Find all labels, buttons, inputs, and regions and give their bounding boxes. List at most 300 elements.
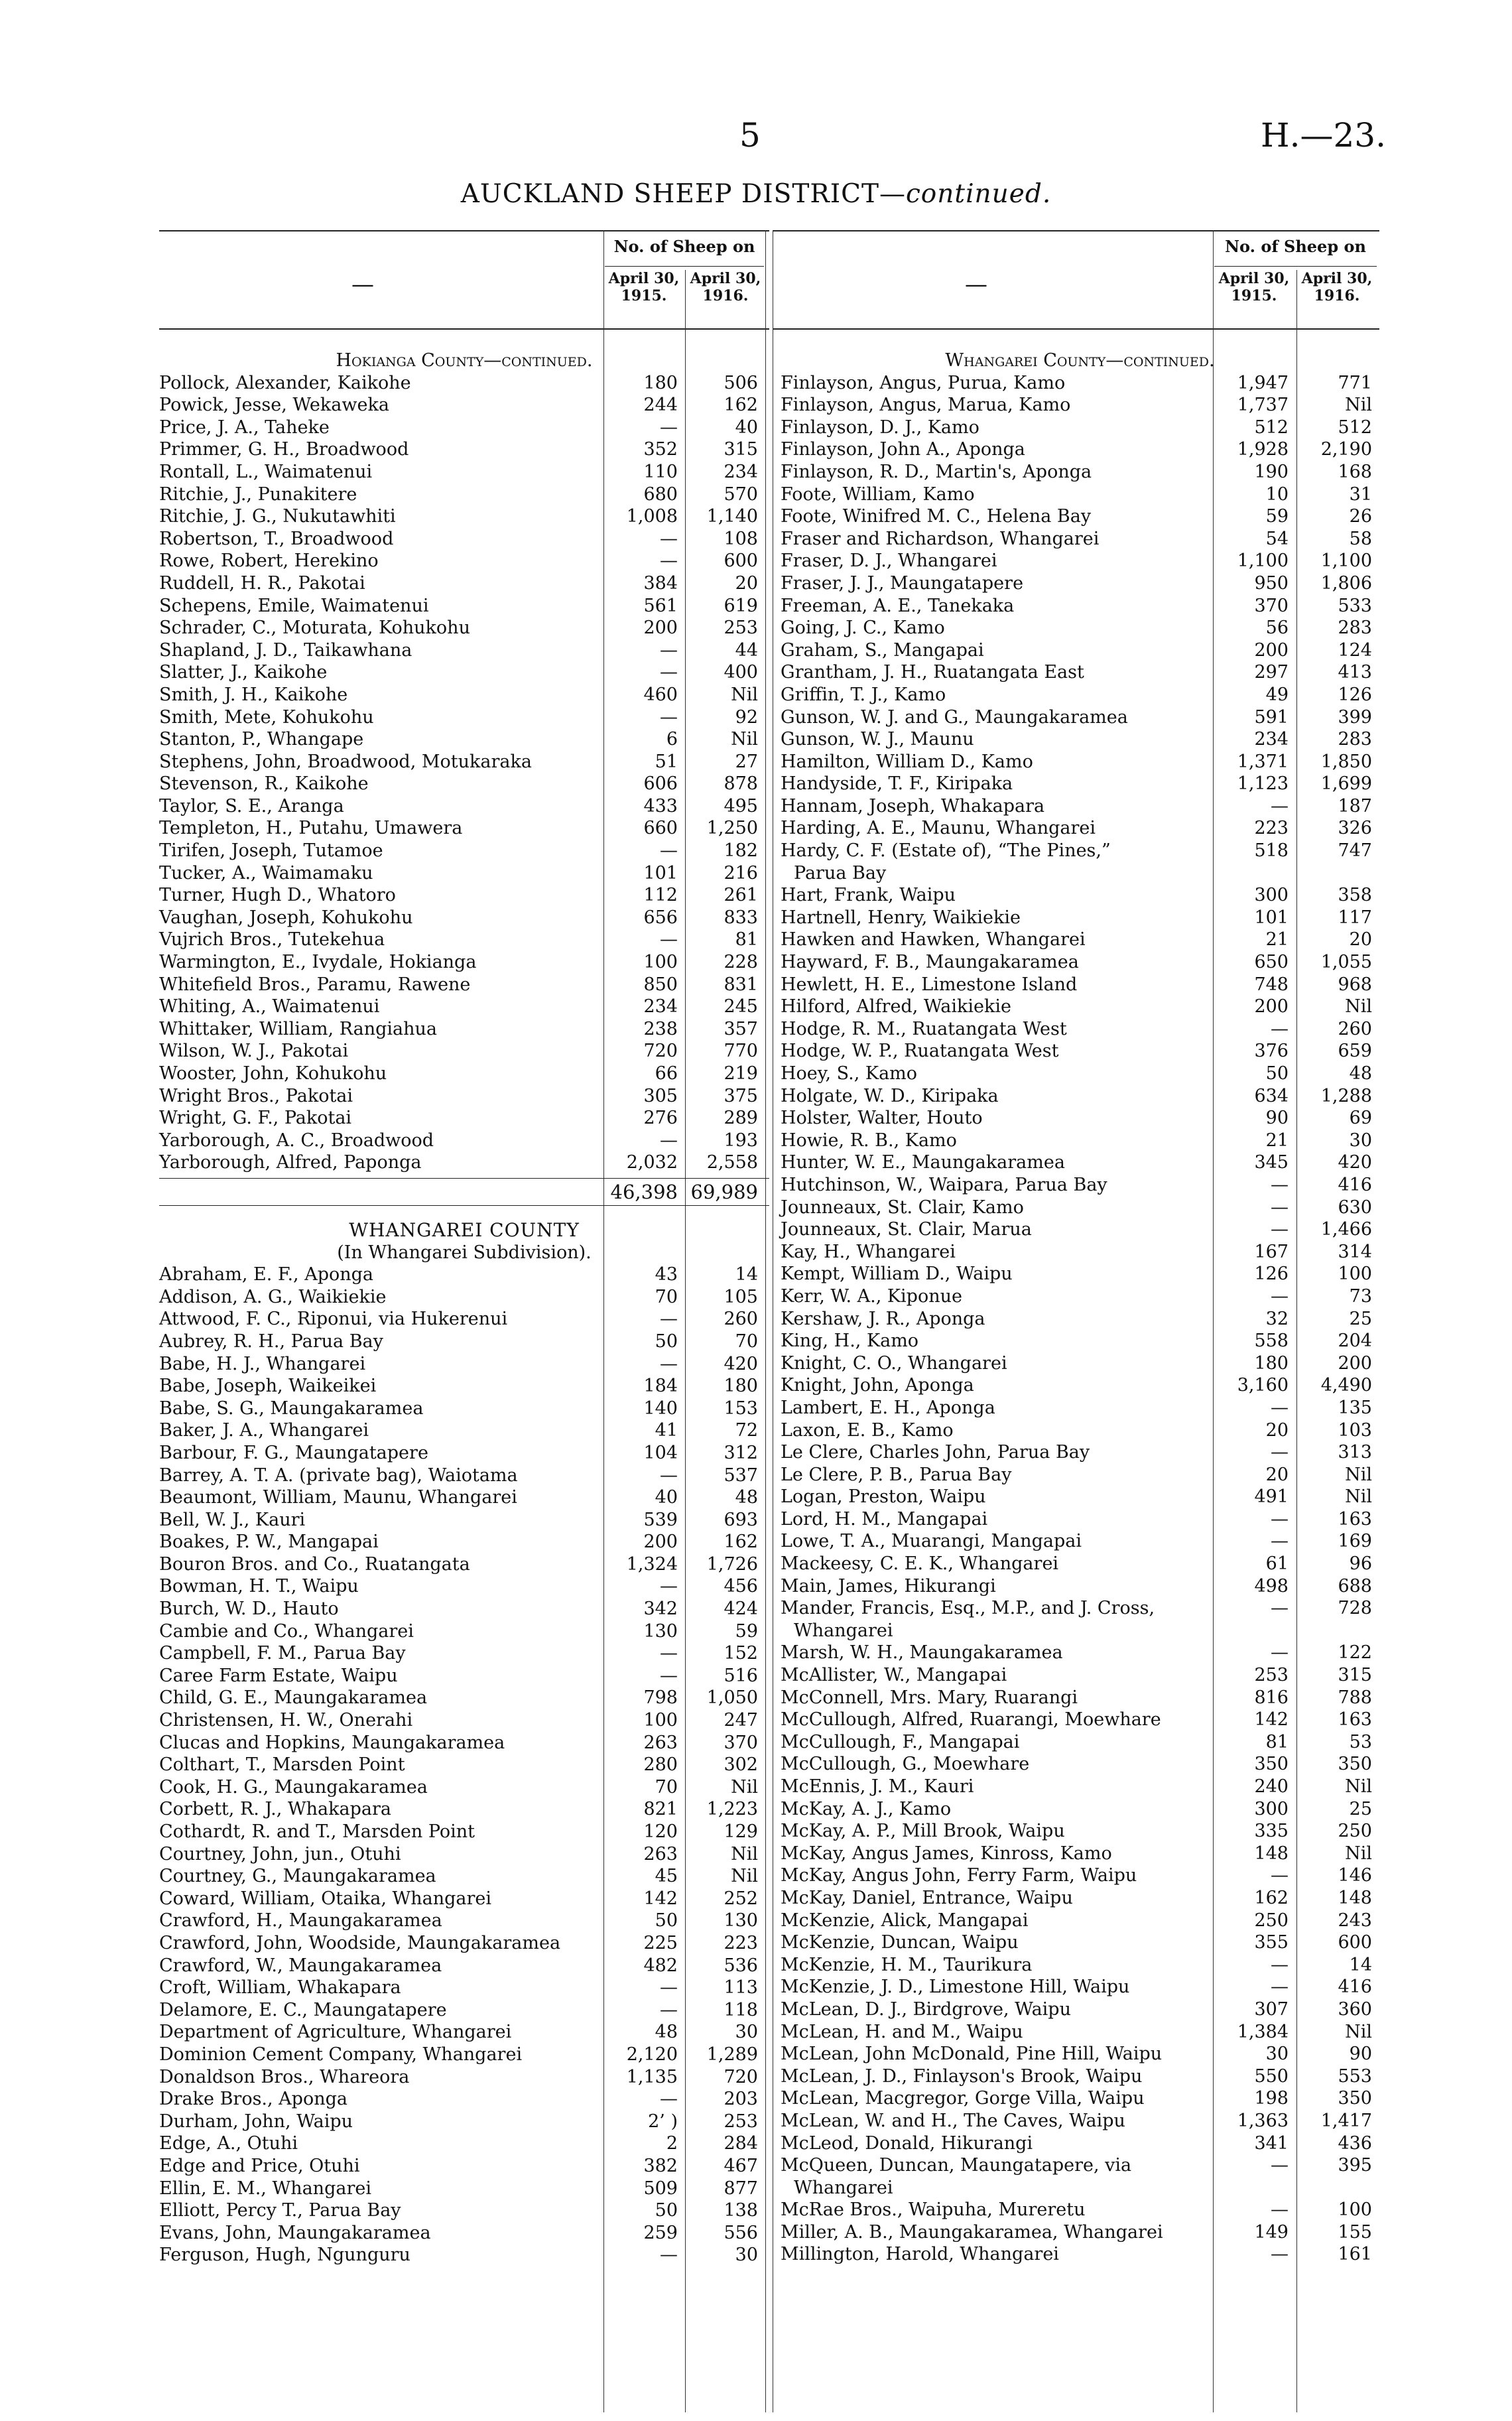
sheep-1915: 142 bbox=[643, 1888, 678, 1909]
owner-name: Jounneaux, St. Clair, Kamo bbox=[781, 1197, 1024, 1218]
sheep-1915: 41 bbox=[655, 1420, 678, 1441]
table-row bbox=[159, 1598, 769, 1620]
table-row bbox=[781, 1776, 1379, 1798]
table-row bbox=[159, 1419, 769, 1442]
sheep-1916: 25 bbox=[1349, 1308, 1372, 1329]
sheep-1916: 260 bbox=[1338, 1018, 1372, 1039]
sheep-1915: 100 bbox=[643, 952, 678, 973]
owner-name: Hartnell, Henry, Waikiekie bbox=[781, 907, 1021, 928]
table-row bbox=[781, 1820, 1379, 1843]
owner-name: Ritchie, J. G., Nukutawhiti bbox=[159, 506, 396, 527]
table-row bbox=[159, 974, 769, 996]
sheep-1915: 850 bbox=[643, 974, 678, 995]
sheep-1915: 148 bbox=[1254, 1843, 1289, 1864]
table-row bbox=[159, 639, 769, 662]
table-row bbox=[781, 1486, 1379, 1508]
owner-name: Turner, Hugh D., Whatoro bbox=[159, 885, 396, 906]
sheep-1915: — bbox=[1271, 1397, 1289, 1418]
owner-name: Fraser, J. J., Maungatapere bbox=[781, 572, 1024, 594]
owner-name: Hawken and Hawken, Whangarei bbox=[781, 929, 1086, 950]
sheep-1915: 51 bbox=[655, 751, 678, 772]
sheep-1916: 1,699 bbox=[1320, 773, 1372, 795]
table-row bbox=[159, 1888, 769, 1910]
owner-name: Boakes, P. W., Mangapai bbox=[159, 1532, 379, 1553]
table-row bbox=[781, 1085, 1379, 1108]
owner-name: Campbell, F. M., Parua Bay bbox=[159, 1643, 406, 1664]
table-row bbox=[781, 1976, 1379, 1998]
sheep-1915: — bbox=[660, 929, 678, 950]
sheep-1916: 70 bbox=[735, 1331, 758, 1352]
sheep-1916: 96 bbox=[1349, 1553, 1372, 1575]
sheep-1916: 117 bbox=[1338, 907, 1372, 928]
owner-name: Finlayson, John A., Aponga bbox=[781, 439, 1025, 460]
owner-name: Delamore, E. C., Maungatapere bbox=[159, 1999, 447, 2020]
sheep-1916: 1,806 bbox=[1320, 572, 1372, 594]
sheep-1916: 105 bbox=[724, 1286, 758, 1307]
sheep-1916: 152 bbox=[724, 1643, 758, 1664]
sheep-1916: 204 bbox=[1338, 1331, 1372, 1352]
owner-name: Bouron Bros. and Co., Ruatangata bbox=[159, 1553, 470, 1575]
table-row bbox=[781, 1352, 1379, 1375]
sheep-1916: 182 bbox=[724, 840, 758, 862]
owner-name: McCullough, Alfred, Ruarangi, Moewhare bbox=[781, 1709, 1161, 1731]
sheep-1916: 357 bbox=[724, 1018, 758, 1039]
table-row bbox=[781, 2110, 1379, 2132]
owner-name: McKay, Daniel, Entrance, Waipu bbox=[781, 1887, 1073, 1908]
sheep-1915: 198 bbox=[1254, 2088, 1289, 2109]
sheep-1916: 302 bbox=[724, 1754, 758, 1776]
sheep-1915: 650 bbox=[1254, 952, 1289, 973]
sheep-1915: — bbox=[1271, 1642, 1289, 1664]
table-row bbox=[159, 372, 769, 395]
right-april-1916-head: April 30, 1916. bbox=[1301, 270, 1373, 304]
table-row bbox=[159, 1709, 769, 1732]
sheep-1915: 225 bbox=[643, 1932, 678, 1953]
sheep-1916: 512 bbox=[1338, 417, 1372, 438]
table-row bbox=[781, 1330, 1379, 1352]
right-april-1915-head: April 30, 1915. bbox=[1218, 270, 1290, 304]
sheep-1916: 495 bbox=[724, 795, 758, 817]
sheep-1916: 260 bbox=[724, 1309, 758, 1330]
sheep-1915: — bbox=[1271, 1598, 1289, 1619]
owner-name: Donaldson Bros., Whareora bbox=[159, 2066, 410, 2087]
sheep-1915: 591 bbox=[1254, 706, 1289, 728]
table-row bbox=[781, 572, 1379, 595]
table-row bbox=[159, 2199, 769, 2222]
table-row bbox=[159, 1264, 769, 1286]
sheep-1916: 312 bbox=[724, 1442, 758, 1463]
sheep-1915: 1,100 bbox=[1237, 551, 1289, 572]
sheep-1916: 163 bbox=[1338, 1508, 1372, 1530]
sheep-1915: — bbox=[1271, 1285, 1289, 1307]
sheep-1915: 376 bbox=[1254, 1041, 1289, 1062]
owner-name: Fraser and Richardson, Whangarei bbox=[781, 528, 1100, 549]
sheep-1916: 216 bbox=[724, 862, 758, 883]
sheep-1916: 261 bbox=[724, 885, 758, 906]
sheep-1915: 341 bbox=[1254, 2132, 1289, 2154]
sheep-1916: 314 bbox=[1338, 1241, 1372, 1262]
right-head-rule bbox=[773, 328, 1379, 330]
sheep-1915: 748 bbox=[1254, 974, 1289, 995]
sheep-1915: — bbox=[1271, 1197, 1289, 1218]
owner-name: Mackeesy, C. E. K., Whangarei bbox=[781, 1553, 1059, 1575]
sheep-1915: 276 bbox=[643, 1108, 678, 1129]
table-row bbox=[159, 2111, 769, 2133]
sheep-1916: 350 bbox=[1338, 2088, 1372, 2109]
sheep-1915: 1,008 bbox=[626, 506, 678, 527]
owner-name: McKenzie, Duncan, Waipu bbox=[781, 1932, 1019, 1953]
sheep-1916: 1,055 bbox=[1320, 952, 1372, 973]
sheep-1915: 433 bbox=[643, 795, 678, 817]
table-row bbox=[781, 1843, 1379, 1865]
sheep-1916: 113 bbox=[724, 1977, 758, 1998]
table-row bbox=[159, 728, 769, 751]
owner-name: Hewlett, H. E., Limestone Island bbox=[781, 974, 1078, 995]
owner-name: Foote, William, Kamo bbox=[781, 484, 975, 505]
table-row bbox=[781, 2199, 1379, 2221]
sheep-1916: 315 bbox=[724, 439, 758, 460]
sheep-1916: 313 bbox=[1338, 1442, 1372, 1463]
table-row bbox=[159, 1553, 769, 1576]
sheep-1916: 360 bbox=[1338, 1998, 1372, 2020]
table-row bbox=[781, 1174, 1379, 1197]
owner-name: Freeman, A. E., Tanekaka bbox=[781, 595, 1015, 616]
table-row bbox=[781, 929, 1379, 951]
owner-name: Going, J. C., Kamo bbox=[781, 618, 945, 639]
owner-name: McLean, Macgregor, Gorge Villa, Waipu bbox=[781, 2088, 1145, 2109]
sheep-1915: 253 bbox=[1254, 1665, 1289, 1686]
sheep-1916: 283 bbox=[1338, 618, 1372, 639]
sheep-1916: 73 bbox=[1349, 1285, 1372, 1307]
owner-name: Smith, J. H., Kaikohe bbox=[159, 684, 348, 705]
sheep-1915: 6 bbox=[666, 729, 678, 750]
sheep-1915: — bbox=[1271, 1865, 1289, 1886]
table-row bbox=[159, 795, 769, 818]
table-row bbox=[159, 617, 769, 639]
owner-name: Crawford, H., Maungakaramea bbox=[159, 1910, 442, 1931]
table-row bbox=[159, 1642, 769, 1665]
table-row bbox=[159, 661, 769, 684]
sheep-1916: 556 bbox=[724, 2222, 758, 2243]
owner-name: Parua Bay bbox=[794, 862, 887, 883]
sheep-1916: 284 bbox=[724, 2133, 758, 2154]
sheep-1916: 456 bbox=[724, 1576, 758, 1597]
table-row bbox=[159, 2244, 769, 2266]
owner-name: Yarborough, A. C., Broadwood bbox=[159, 1130, 434, 1151]
sheep-1915: 816 bbox=[1254, 1687, 1289, 1708]
owner-name: Cothardt, R. and T., Marsden Point bbox=[159, 1821, 475, 1842]
sheep-1916: 252 bbox=[724, 1888, 758, 1909]
table-row bbox=[781, 372, 1379, 395]
sheep-1915: 342 bbox=[643, 1599, 678, 1620]
sheep-1915: 101 bbox=[1254, 907, 1289, 928]
table-row bbox=[781, 1731, 1379, 1754]
sheep-1915: 200 bbox=[1254, 996, 1289, 1017]
sheep-1915: 162 bbox=[1254, 1887, 1289, 1908]
owner-name: Finlayson, D. J., Kamo bbox=[781, 417, 979, 438]
owner-name: Barrey, A. T. A. (private bag), Waiotama bbox=[159, 1465, 518, 1486]
table-row bbox=[781, 1887, 1379, 1910]
sheep-1916: 2,558 bbox=[706, 1152, 758, 1173]
sheep-1915: 263 bbox=[643, 1732, 678, 1753]
owner-name: Wooster, John, Kohukohu bbox=[159, 1063, 387, 1084]
table-row bbox=[781, 684, 1379, 706]
table-row bbox=[781, 1419, 1379, 1442]
table-row bbox=[159, 1999, 769, 2022]
owner-name: Kerr, W. A., Kiponue bbox=[781, 1285, 962, 1307]
owner-name: Gunson, W. J. and G., Maungakaramea bbox=[781, 706, 1128, 728]
owner-name: McKenzie, Alick, Mangapai bbox=[781, 1910, 1029, 1931]
owner-name: Primmer, G. H., Broadwood bbox=[159, 439, 409, 460]
sheep-1915: — bbox=[660, 1576, 678, 1597]
table-row bbox=[781, 1753, 1379, 1776]
table-row bbox=[159, 1398, 769, 1420]
owner-name: Lord, H. M., Mangapai bbox=[781, 1508, 988, 1530]
sheep-1915: 184 bbox=[643, 1376, 678, 1397]
owner-name: Attwood, F. C., Riponui, via Hukerenui bbox=[159, 1309, 508, 1330]
owner-name: Bell, W. J., Kauri bbox=[159, 1509, 306, 1530]
table-row bbox=[781, 1998, 1379, 2021]
owner-name: Knight, John, Aponga bbox=[781, 1375, 974, 1396]
sheep-1916: 424 bbox=[724, 1599, 758, 1620]
table-row bbox=[781, 795, 1379, 818]
owner-name: Department of Agriculture, Whangarei bbox=[159, 2022, 512, 2043]
owner-name: Tucker, A., Waimamaku bbox=[159, 862, 373, 883]
total-row bbox=[159, 1178, 769, 1206]
sheep-1916: 53 bbox=[1349, 1731, 1372, 1752]
sheep-1915: 180 bbox=[643, 372, 678, 393]
sheep-1916: 289 bbox=[724, 1108, 758, 1129]
table-row bbox=[781, 2221, 1379, 2244]
table-row bbox=[781, 1374, 1379, 1397]
owner-name: Ellin, E. M., Whangarei bbox=[159, 2178, 371, 2199]
sheep-1915: 110 bbox=[643, 461, 678, 482]
table-row bbox=[781, 1954, 1379, 1977]
sheep-1916: 416 bbox=[1338, 1977, 1372, 1998]
table-row bbox=[781, 1018, 1379, 1041]
owner-name: Ferguson, Hugh, Ngunguru bbox=[159, 2245, 410, 2266]
owner-name: McKay, Angus James, Kinross, Kamo bbox=[781, 1843, 1112, 1864]
owner-name: Stephens, John, Broadwood, Motukaraka bbox=[159, 751, 532, 772]
owner-name: McKay, A. J., Kamo bbox=[781, 1798, 952, 1819]
table-row bbox=[781, 2021, 1379, 2044]
owner-name: Cook, H. G., Maungakaramea bbox=[159, 1776, 428, 1798]
sheep-1915: 200 bbox=[643, 618, 678, 639]
sheep-1916: 1,850 bbox=[1320, 751, 1372, 772]
sheep-1916: 20 bbox=[735, 572, 758, 594]
sheep-1915: 190 bbox=[1254, 461, 1289, 482]
owner-name: Howie, R. B., Kamo bbox=[781, 1130, 957, 1151]
sheep-1916: 968 bbox=[1338, 974, 1372, 995]
owner-name: Hamilton, William D., Kamo bbox=[781, 751, 1033, 772]
sheep-1916: Nil bbox=[731, 1843, 758, 1865]
sheep-1916: 1,417 bbox=[1320, 2110, 1372, 2131]
sheep-1915: 634 bbox=[1254, 1085, 1289, 1106]
sheep-1916: 399 bbox=[1338, 706, 1372, 728]
table-row bbox=[159, 1798, 769, 1821]
sheep-1916: 747 bbox=[1338, 840, 1372, 862]
sheep-1916: 659 bbox=[1338, 1041, 1372, 1062]
sheep-1915: 491 bbox=[1254, 1486, 1289, 1508]
table-row bbox=[781, 1642, 1379, 1664]
sheep-1915: 720 bbox=[643, 1041, 678, 1062]
owner-name: McLean, W. and H., The Caves, Waipu bbox=[781, 2110, 1125, 2131]
owner-name: Elliott, Percy T., Parua Bay bbox=[159, 2200, 401, 2221]
table-row bbox=[159, 1486, 769, 1509]
sheep-1915: 950 bbox=[1254, 572, 1289, 594]
sheep-1915: 1,363 bbox=[1237, 2110, 1289, 2131]
sheep-1915: 382 bbox=[643, 2155, 678, 2176]
owner-name: Crawford, John, Woodside, Maungakaramea bbox=[159, 1932, 561, 1953]
owner-name: McLeod, Donald, Hikurangi bbox=[781, 2132, 1033, 2154]
owner-name: Stanton, P., Whangape bbox=[159, 729, 364, 750]
sheep-1915: — bbox=[1271, 1977, 1289, 1998]
table-row bbox=[159, 484, 769, 506]
sheep-1916: 1,289 bbox=[706, 2044, 758, 2065]
sheep-1915: 350 bbox=[1254, 1754, 1289, 1775]
sheep-1915: 460 bbox=[643, 684, 678, 705]
table-row bbox=[781, 1709, 1379, 1731]
sheep-1916: 58 bbox=[1349, 528, 1372, 549]
sheep-1916: Nil bbox=[731, 1866, 758, 1887]
owner-name: Wright Bros., Pakotai bbox=[159, 1085, 353, 1106]
sheep-1916: 26 bbox=[1349, 506, 1372, 527]
sheep-1915: 3,160 bbox=[1237, 1375, 1289, 1396]
sheep-1916: 619 bbox=[724, 595, 758, 616]
sheep-1915: — bbox=[1271, 795, 1289, 817]
sheep-1916: 536 bbox=[724, 1955, 758, 1976]
owner-name: McQueen, Duncan, Maungatapere, via bbox=[781, 2155, 1132, 2176]
sheep-1915: — bbox=[660, 1353, 678, 1374]
sheep-1916: 153 bbox=[724, 1398, 758, 1419]
table-row bbox=[781, 1865, 1379, 1887]
sheep-1916: 326 bbox=[1338, 818, 1372, 839]
sheep-1916: 1,100 bbox=[1320, 551, 1372, 572]
sheep-1916: 600 bbox=[1338, 1932, 1372, 1953]
sheep-1916: 728 bbox=[1338, 1598, 1372, 1619]
sheep-1916: 243 bbox=[1338, 1910, 1372, 1931]
owner-name: McLean, J. D., Finlayson's Brook, Waipu bbox=[781, 2065, 1143, 2087]
sheep-1916: 2,190 bbox=[1320, 439, 1372, 460]
sheep-1915: — bbox=[660, 528, 678, 549]
table-row bbox=[781, 1597, 1379, 1620]
sheep-1916: 630 bbox=[1338, 1197, 1372, 1218]
sheep-1915: 149 bbox=[1254, 2221, 1289, 2243]
sheep-1916: 146 bbox=[1338, 1865, 1372, 1886]
owner-name: Babe, S. G., Maungakaramea bbox=[159, 1398, 424, 1419]
table-row bbox=[781, 1464, 1379, 1486]
sheep-1915: 200 bbox=[643, 1532, 678, 1553]
sheep-1915: 223 bbox=[1254, 818, 1289, 839]
owner-name: McCullough, G., Moewhare bbox=[781, 1754, 1030, 1775]
table-row bbox=[159, 1977, 769, 1999]
owner-name: Warmington, E., Ivydale, Hokianga bbox=[159, 952, 477, 973]
owner-name: Beaumont, William, Maunu, Whangarei bbox=[159, 1487, 517, 1508]
table-row bbox=[159, 1308, 769, 1331]
sheep-1915: — bbox=[660, 840, 678, 862]
sheep-1916: 877 bbox=[724, 2178, 758, 2199]
sheep-1916: 69 bbox=[1349, 1108, 1372, 1129]
owner-name: Rowe, Robert, Herekino bbox=[159, 551, 379, 572]
sheep-1915: — bbox=[1271, 1219, 1289, 1240]
owner-name: McKay, Angus John, Ferry Farm, Waipu bbox=[781, 1865, 1137, 1886]
owner-name: Miller, A. B., Maungakaramea, Whangarei bbox=[781, 2221, 1163, 2243]
owner-name: McKenzie, H. M., Taurikura bbox=[781, 1954, 1033, 1975]
table-row bbox=[781, 1130, 1379, 1152]
sheep-1915: 509 bbox=[643, 2178, 678, 2199]
table-row bbox=[781, 817, 1379, 840]
table-row bbox=[781, 1285, 1379, 1308]
sheep-1916: 161 bbox=[1338, 2244, 1372, 2265]
left-head-rule bbox=[159, 328, 769, 330]
owner-name: McLean, H. and M., Waipu bbox=[781, 2021, 1023, 2042]
owner-name: Clucas and Hopkins, Maungakaramea bbox=[159, 1732, 505, 1753]
sheep-1916: 253 bbox=[724, 2111, 758, 2132]
sheep-1916: 162 bbox=[724, 1532, 758, 1553]
sheep-1915: 1,123 bbox=[1237, 773, 1289, 795]
table-row bbox=[159, 417, 769, 439]
table-row bbox=[781, 751, 1379, 773]
table-row bbox=[159, 2178, 769, 2200]
sheep-1915: 61 bbox=[1265, 1553, 1289, 1575]
table-row bbox=[159, 2155, 769, 2178]
table-row bbox=[781, 1798, 1379, 1821]
sheep-1915: 101 bbox=[643, 862, 678, 883]
owner-name: Durham, John, Waipu bbox=[159, 2111, 353, 2132]
sheep-1915: 20 bbox=[1265, 1419, 1289, 1441]
table-row bbox=[159, 1331, 769, 1353]
sheep-1916: Nil bbox=[1345, 996, 1372, 1017]
sheep-1916: 537 bbox=[724, 1465, 758, 1486]
table-row bbox=[781, 1553, 1379, 1575]
owner-name: Le Clere, P. B., Parua Bay bbox=[781, 1464, 1012, 1485]
sheep-1916: 124 bbox=[1338, 639, 1372, 661]
sheep-1916: 720 bbox=[724, 2066, 758, 2087]
owner-name: Babe, Joseph, Waikeikei bbox=[159, 1376, 377, 1397]
sheep-1915: 1,324 bbox=[626, 1553, 678, 1575]
sheep-1915: 49 bbox=[1265, 684, 1289, 705]
table-row bbox=[159, 1353, 769, 1376]
table-row bbox=[781, 1910, 1379, 1932]
sheep-1915: 518 bbox=[1254, 840, 1289, 862]
sheep-1915: 512 bbox=[1254, 417, 1289, 438]
sheep-1915: 355 bbox=[1254, 1932, 1289, 1953]
sheep-1915: — bbox=[660, 706, 678, 728]
sheep-1915: 10 bbox=[1265, 484, 1289, 505]
table-row bbox=[159, 706, 769, 729]
left-rows bbox=[159, 350, 769, 2266]
table-row bbox=[159, 1732, 769, 1754]
sheep-1915: 539 bbox=[643, 1509, 678, 1530]
table-row bbox=[781, 550, 1379, 572]
sheep-1915: 66 bbox=[655, 1063, 678, 1084]
owner-name: Colthart, T., Marsden Point bbox=[159, 1754, 405, 1776]
sheep-1916: Nil bbox=[1345, 2021, 1372, 2042]
owner-name: Knight, C. O., Whangarei bbox=[781, 1352, 1007, 1374]
sheep-1916: 688 bbox=[1338, 1575, 1372, 1597]
table-row bbox=[159, 1085, 769, 1108]
sheep-1915: 2 bbox=[666, 2133, 678, 2154]
sheep-1915: 120 bbox=[643, 1821, 678, 1842]
table-row bbox=[781, 1151, 1379, 1174]
table-row bbox=[159, 1932, 769, 1955]
table-row bbox=[159, 505, 769, 528]
owner-name: Barbour, F. G., Maungatapere bbox=[159, 1442, 428, 1463]
sheep-1916: 1,288 bbox=[1320, 1085, 1372, 1106]
table-row bbox=[159, 1821, 769, 1843]
sheep-1915: 59 bbox=[1265, 506, 1289, 527]
sheep-1916: Nil bbox=[731, 729, 758, 750]
